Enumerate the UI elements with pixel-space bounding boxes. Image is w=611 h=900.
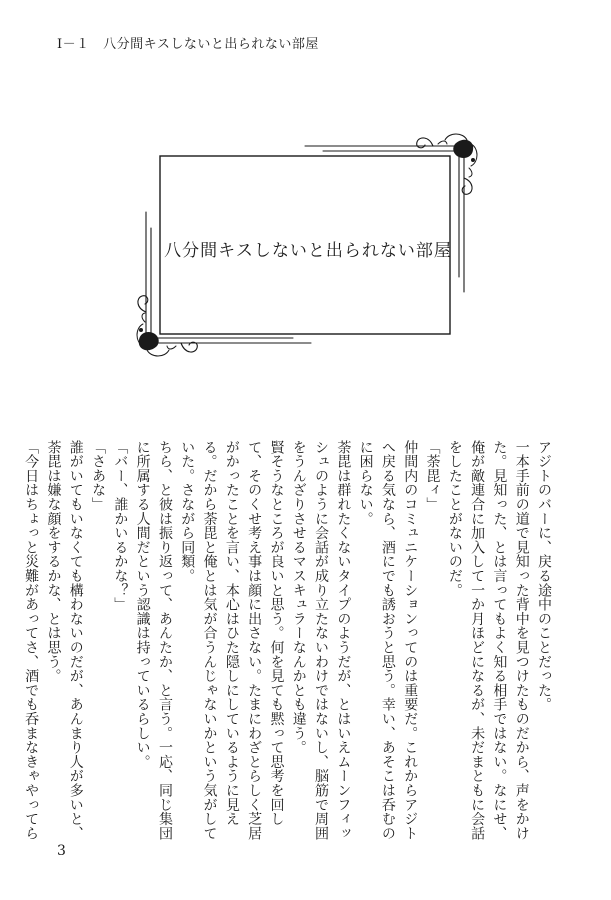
paragraph: 「荼毘ィ」 xyxy=(424,440,441,512)
paragraph: 「今日はちょっと災難があってさ、酒でも呑まなきゃやってら xyxy=(23,440,40,841)
paragraph: 荼毘は群れたくないタイプのようだが、とはいえムーンフィッシュのように会話が成り立たないわけではないし、脳筋で周囲をうんざりさせるマスキュラーなんかとも違う。 xyxy=(290,440,352,841)
paragraph: 一本手前の道で見知った背中を見つけたものだから、声をかけた。見知った、とは言ってもよく知る相手ではない。なにせ、俺が敵連合に加入して一か月ほどになるが、未だまともに会話をしたことがないのだ。 xyxy=(446,440,530,841)
paragraph: 賢そうなところが良いと思う。何を見ても黙って思考を回して、そのくせ考え事は顔に出さない。たまにわざとらしく芝居がかったことを言い、本心はひた隠しにしているように見える。だから荼毘と俺とは気が合うんじゃないかという気がしていた。さながら同類。 xyxy=(179,440,285,841)
paragraph: 「さあな」 xyxy=(90,440,107,512)
paragraph: 「バー、誰かいるかな？」 xyxy=(112,440,129,612)
page-number: 3 xyxy=(57,843,66,859)
paragraph: アジトのバーに、戻る途中のことだった。 xyxy=(536,440,552,712)
body-text xyxy=(23,440,555,850)
paragraph: 仲間内のコミュニケーションってのは重要だ。これからアジトへ戻る気なら、酒にでも誘おうと思う。幸い、あそこは呑むのに困らない。 xyxy=(357,440,419,841)
chapter-title: 八分間キスしないと出られない部屋 xyxy=(164,241,452,261)
running-head: Ⅰ－１ 八分間キスしないと出られない部屋 xyxy=(57,37,319,52)
paragraph: ちら、と彼は振り返って、あんたか、と言う。一応、同じ集団に所属する人間だという認識は持っているらしい。 xyxy=(134,440,173,841)
paragraph: 誰がいてもいなくても構わないのだが、あんまり人が多いと、荼毘は嫌な顔をするかな、とは思う。 xyxy=(45,440,84,841)
